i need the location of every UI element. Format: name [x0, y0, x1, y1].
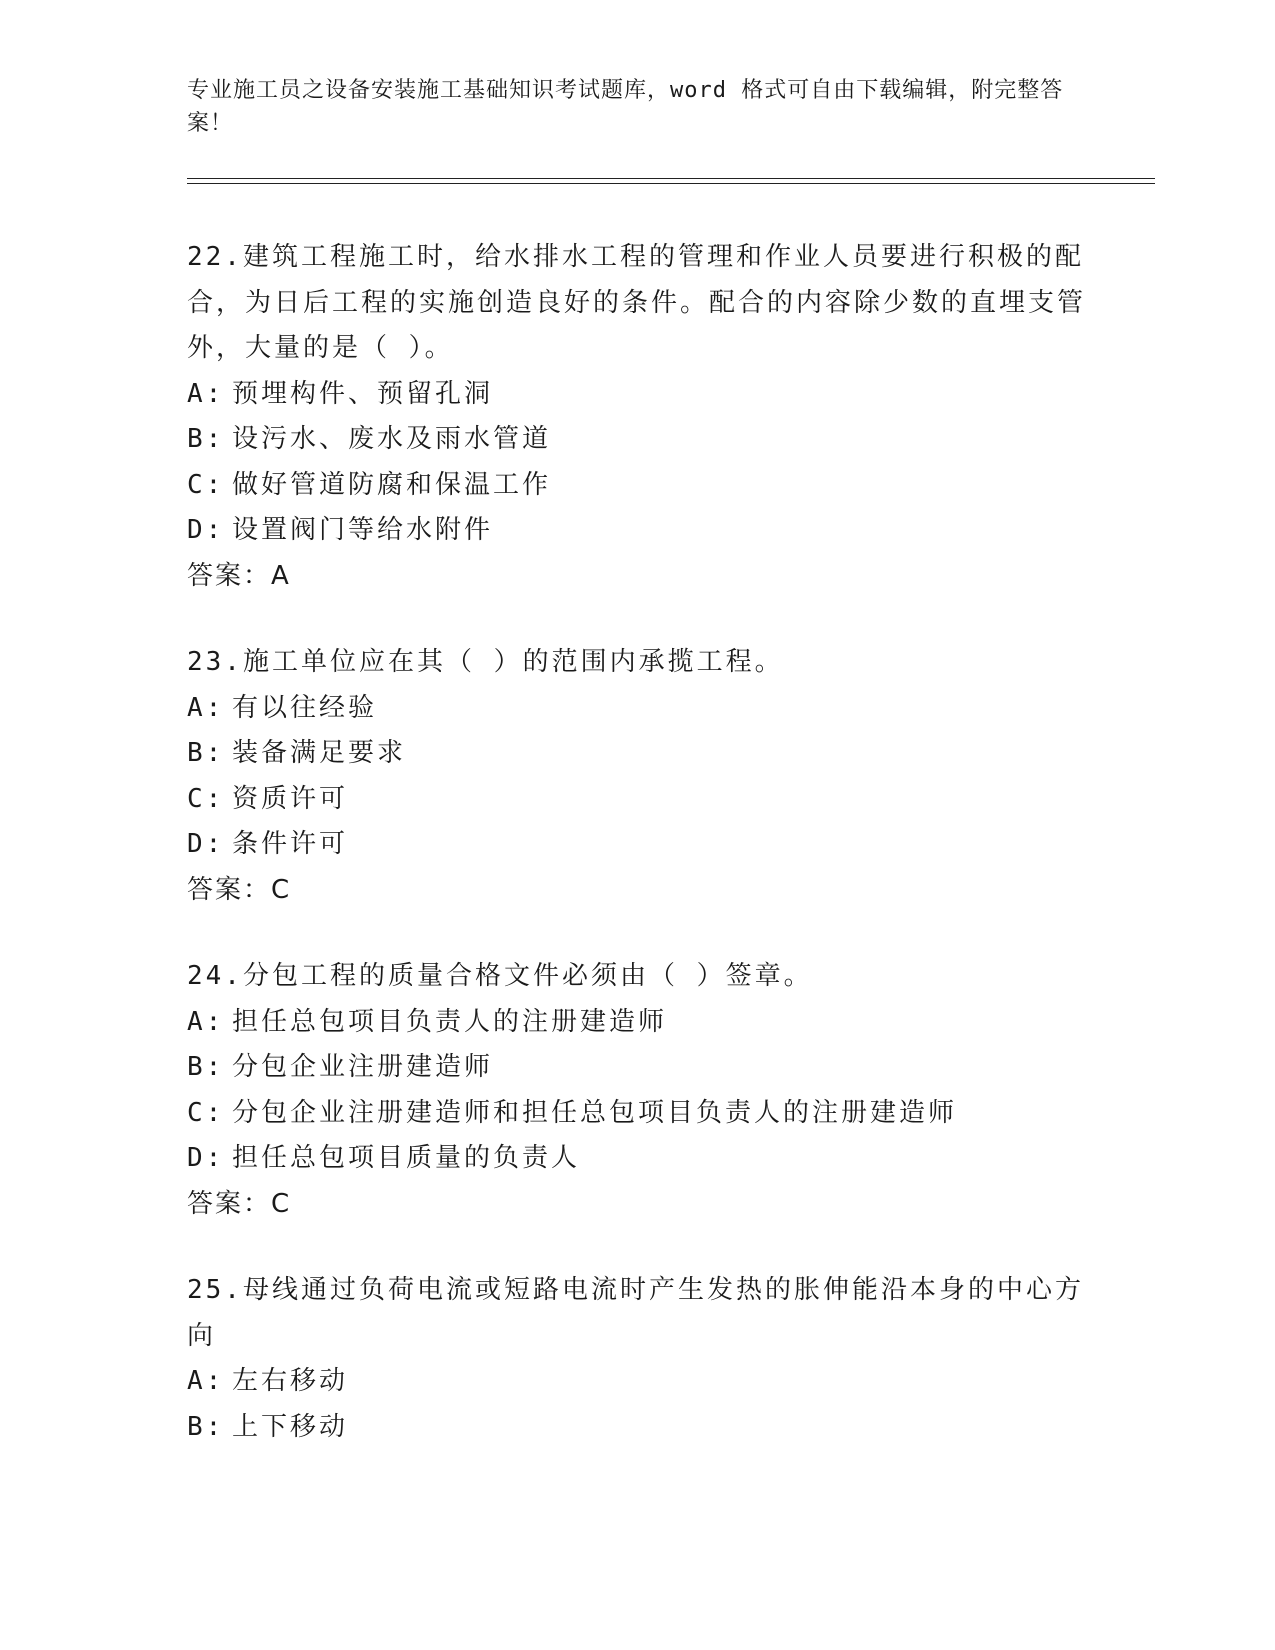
option-letter: B:: [187, 1411, 225, 1442]
option-a: [187, 372, 1087, 418]
option-a: [187, 1000, 1087, 1046]
question-25: [187, 1268, 1087, 1450]
answer-text: 答案：A: [187, 560, 291, 591]
option-text: 有以往经验: [232, 692, 378, 723]
option-text: 担任总包项目质量的负责人: [232, 1143, 581, 1173]
option-b: [187, 1405, 1087, 1451]
option-d: [187, 1136, 1087, 1182]
option-a: [187, 686, 1087, 732]
option-letter: A:: [187, 692, 225, 723]
option-letter: C:: [187, 469, 225, 500]
option-text: 预埋构件、预留孔洞: [232, 378, 494, 409]
option-c: [187, 1091, 1087, 1137]
option-d: [187, 508, 1087, 554]
option-a: [187, 1359, 1087, 1405]
option-letter: D:: [187, 515, 225, 545]
question-24: [187, 954, 1087, 1227]
option-text: 担任总包项目负责人的注册建造师: [232, 1006, 668, 1037]
document-header: 专业施工员之设备安装施工基础知识考试题库，word 格式可自由下载编辑，附完整答案！: [187, 78, 1064, 136]
option-text: 装备满足要求: [232, 738, 407, 768]
question-23: [187, 640, 1087, 913]
option-text: 分包企业注册建造师和担任总包项目负责人的注册建造师: [232, 1097, 958, 1128]
option-letter: B:: [187, 424, 225, 454]
header-rule-top: [187, 178, 1155, 179]
option-b: [187, 731, 1087, 777]
option-letter: A:: [187, 1006, 225, 1037]
option-letter: A:: [187, 378, 225, 409]
option-text: 设置阀门等给水附件: [232, 515, 494, 545]
option-b: [187, 417, 1087, 463]
option-text: 左右移动: [232, 1366, 349, 1396]
option-c: [187, 777, 1087, 823]
option-letter: D:: [187, 1143, 225, 1173]
option-b: [187, 1045, 1087, 1091]
option-letter: C:: [187, 1097, 225, 1128]
option-letter: B:: [187, 738, 225, 768]
header-rule-bottom: [187, 183, 1155, 184]
question-text: 24.分包工程的质量合格文件必须由（ ）签章。: [187, 961, 813, 991]
question-text: 23.施工单位应在其（ ）的范围内承揽工程。: [187, 647, 784, 677]
option-text: 上下移动: [232, 1411, 349, 1442]
option-text: 分包企业注册建造师: [232, 1052, 494, 1082]
answer-text: 答案：C: [187, 1188, 292, 1219]
question-text: 25.母线通过负荷电流或短路电流时产生发热的胀伸能沿本身的中心方向: [187, 1275, 1084, 1351]
option-letter: B:: [187, 1052, 225, 1082]
option-letter: D:: [187, 829, 225, 859]
question-22: [187, 235, 1087, 599]
option-d: [187, 822, 1087, 868]
option-text: 条件许可: [232, 829, 349, 859]
option-letter: C:: [187, 783, 225, 814]
question-list: [187, 235, 1087, 1491]
option-text: 设污水、废水及雨水管道: [232, 424, 552, 454]
option-letter: A:: [187, 1366, 225, 1396]
option-c: [187, 463, 1087, 509]
option-text: 做好管道防腐和保温工作: [232, 469, 552, 500]
question-text: 22.建筑工程施工时，给水排水工程的管理和作业人员要进行积极的配合，为日后工程的实施创造良好的条件。配合的内容除少数的直埋支管外，大量的是（ ）。: [187, 242, 1087, 363]
option-text: 资质许可: [232, 783, 349, 814]
answer-text: 答案：C: [187, 874, 292, 905]
